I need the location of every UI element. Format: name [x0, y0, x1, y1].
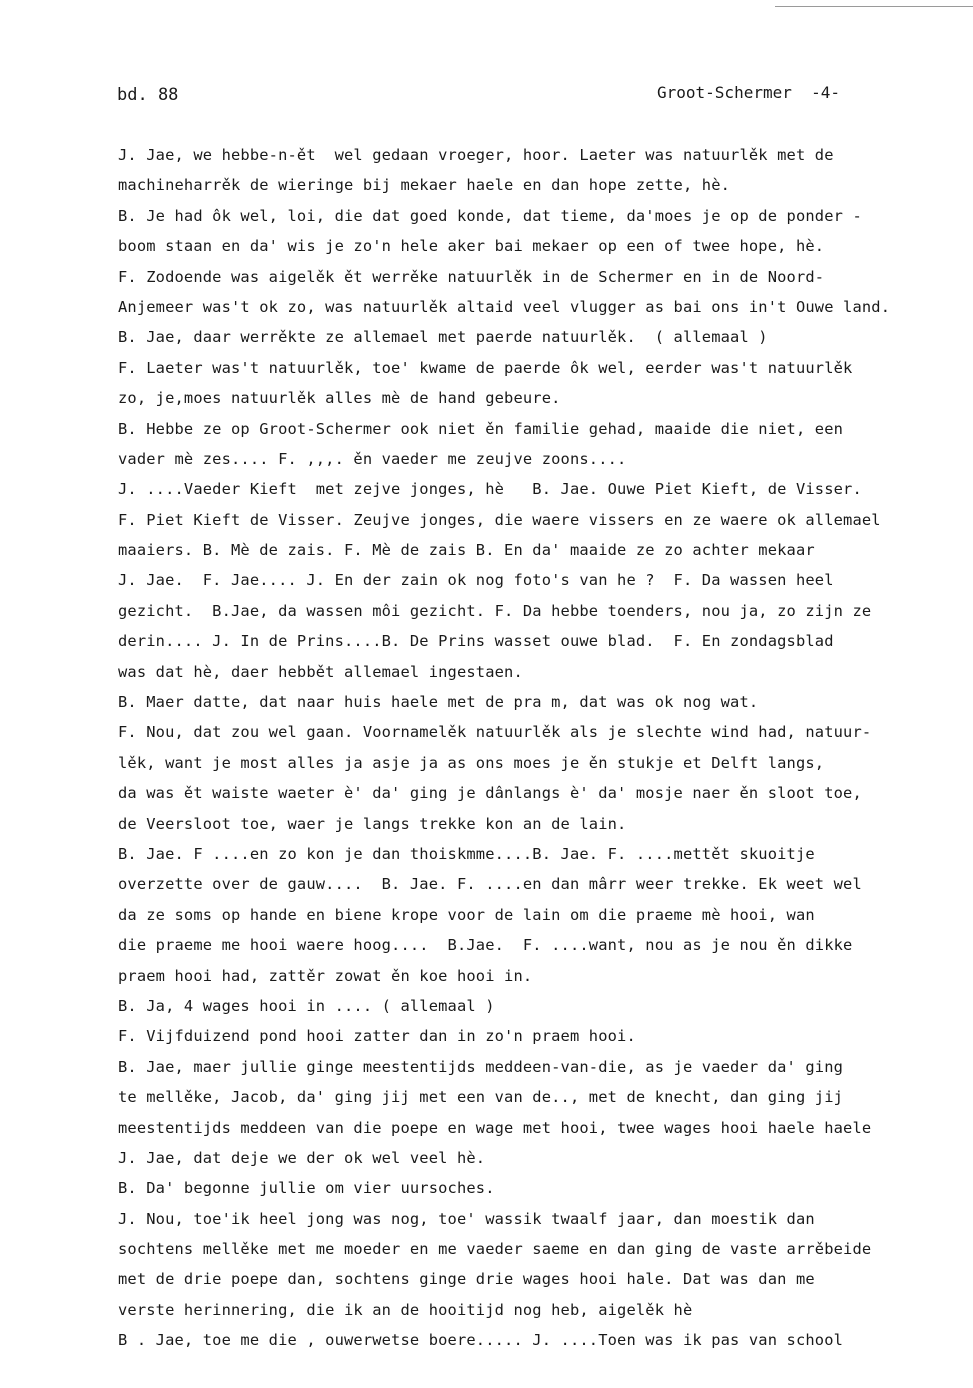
transcript-line: J. Jae. F. Jae.... J. En der zain ok nog foto's van he ? F. Da wassen heel [118, 571, 834, 590]
page-title: Groot-Schermer -4- [657, 83, 841, 102]
page-reference: bd. 88 [117, 85, 179, 105]
transcript-line: te mellěke, Jacob, da' ging jij met een van de.., met de knecht, dan ging jij [118, 1088, 844, 1107]
transcript-line: F. Laeter was't natuurlěk, toe' kwame de paerde ôk wel, eerder was't natuurlěk [118, 358, 853, 377]
transcript-line: was dat hè, daer hebbět allemael ingestaen. [118, 662, 523, 681]
transcript-line: B. Da' begonne jullie om vier uursoches. [118, 1179, 495, 1198]
transcript-line: overzette over de gauw.... B. Jae. F. ....en dan mârr weer trekke. Ek weet wel [118, 875, 862, 894]
transcript-line: J. Jae, we hebbe-n-ět wel gedaan vroeger, hoor. Laeter was natuurlěk met de [118, 146, 834, 164]
transcript-line: da was ět waiste waeter è' da' ging je dânlangs è' da' mosje naer ěn sloot toe, [118, 784, 862, 803]
transcript-line: gezicht. B.Jae, da wassen môi gezicht. F. Da hebbe toenders, nou ja, zo zijn ze [118, 601, 872, 620]
transcript-line: B . Jae, toe me die , ouwerwetse boere..... J. ....Toen was ik pas van school [118, 1331, 844, 1350]
transcript-line: J. Nou, toe'ik heel jong was nog, toe' wassik twaalf jaar, dan moestik dan [118, 1209, 815, 1228]
transcript-line: verste herinnering, die ik an de hooitijd nog heb, aigelěk hè [118, 1300, 693, 1319]
transcript-line: F. Piet Kieft de Visser. Zeujve jonges, die waere vissers en ze waere ok allemael [118, 510, 881, 529]
transcript-line: B. Ja, 4 wages hooi in .... ( allemaal ) [118, 996, 495, 1015]
transcript-line: Anjemeer was't ok zo, was natuurlěk altaid veel vlugger as bai ons in't Ouwe land. [118, 297, 891, 316]
transcript-line: lěk, want je most alles ja asje ja as ons moes je ěn stukje et Delft langs, [118, 753, 825, 772]
transcript-line: F. Vijfduizend pond hooi zatter dan in zo'n praem hooi. [118, 1027, 636, 1046]
transcript-line: die praeme me hooi waere hoog.... B.Jae. F. ....want, nou as je nou ěn dikke [118, 936, 853, 955]
transcript-line: met de drie poepe dan, sochtens ginge drie wages hooi hale. Dat was dan me [118, 1270, 815, 1289]
transcript-line: maaiers. B. Mè de zais. F. Mè de zais B. En da' maaide ze zo achter mekaar [118, 541, 815, 560]
transcript-body [118, 140, 973, 1356]
transcript-line: B. Jae, daar werrěkte ze allemael met paerde natuurlěk. ( allemaal ) [118, 328, 768, 347]
transcript-line: J. Jae, dat deje we der ok wel veel hè. [118, 1148, 486, 1167]
transcript-line: F. Zodoende was aigelěk ět werrěke natuurlěk in de Schermer en in de Noord- [118, 267, 825, 286]
transcript-line: B. Jae, maer jullie ginge meestentijds meddeen-van-die, as je vaeder da' ging [118, 1057, 844, 1076]
transcript-line: zo, je,moes natuurlěk alles mè de hand gebeure. [118, 389, 561, 408]
transcript-line: F. Nou, dat zou wel gaan. Voornamelěk natuurlěk als je slechte wind had, natuur- [118, 723, 872, 742]
transcript-line: machineharrěk de wieringe bij mekaer haele en dan hope zette, hè. [118, 176, 731, 195]
transcript-line: derin.... J. In de Prins....B. De Prins wasset ouwe blad. F. En zondagsblad [118, 632, 834, 651]
transcript-line: vader mè zes.... F. ,,,. ěn vaeder me zeujve zoons.... [118, 449, 627, 468]
transcript-line: J. ....Vaeder Kieft met zejve jonges, hè B. Jae. Ouwe Piet Kieft, de Visser. [118, 480, 862, 499]
transcript-line: da ze soms op hande en biene krope voor de lain om die praeme mè hooi, wan [118, 905, 815, 924]
transcript-line: B. Jae. F ....en zo kon je dan thoiskmme....B. Jae. F. ....mettět skuoitje [118, 844, 815, 863]
transcript-line: meestentijds meddeen van die poepe en wage met hooi, twee wages hooi haele haele [118, 1118, 872, 1137]
top-rule-line [775, 6, 973, 7]
transcript-line: B. Je had ôk wel, loi, die dat goed konde, dat tieme, da'moes je op de ponder - [118, 206, 862, 225]
transcript-line: B. Hebbe ze op Groot-Schermer ook niet ěn familie gehad, maaide die niet, een [118, 419, 844, 438]
transcript-line: praem hooi had, zattěr zowat ěn koe hooi in. [118, 966, 533, 985]
transcript-line: B. Maer datte, dat naar huis haele met de pra m, dat was ok nog wat. [118, 693, 759, 712]
transcript-line: boom staan en da' wis je zo'n hele aker bai mekaer op een of twee hope, hè. [118, 237, 825, 256]
transcript-line: de Veersloot toe, waer je langs trekke kon an de lain. [118, 814, 627, 833]
transcript-line: sochtens mellěke met me moeder en me vaeder saeme en dan ging de vaste arrěbeide [118, 1240, 872, 1259]
